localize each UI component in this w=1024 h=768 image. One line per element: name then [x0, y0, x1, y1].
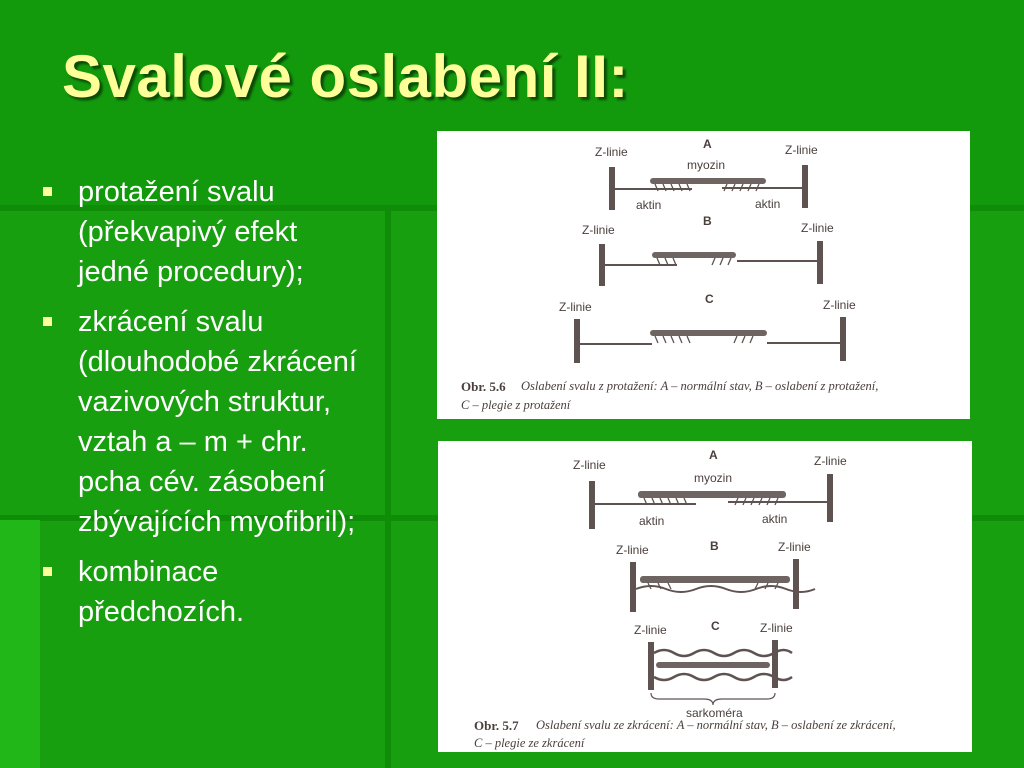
label-z-line: Z-linie: [823, 298, 856, 312]
myosin-heads: [657, 258, 731, 265]
myosin-filament: [656, 662, 770, 668]
label-a: A: [703, 137, 712, 151]
bullet-text: protažení svalu (překvapivý efekt jedné procedury);: [78, 176, 304, 288]
z-line: [574, 319, 580, 363]
z-line: [630, 562, 636, 612]
myosin-filament: [650, 330, 767, 336]
z-line: [827, 474, 833, 522]
label-z-line: Z-linie: [573, 458, 606, 472]
bullet-item: [38, 552, 428, 632]
z-line: [793, 559, 799, 609]
label-z-line: Z-linie: [760, 621, 793, 635]
myosin-filament: [652, 252, 736, 258]
z-line: [840, 317, 846, 361]
figure-caption: C – plegie ze zkrácení: [474, 736, 585, 750]
label-c: C: [711, 619, 720, 633]
bullet-list: [38, 172, 428, 642]
z-line: [817, 241, 823, 284]
figure-number: Obr. 5.6: [461, 379, 506, 394]
label-z-line: Z-linie: [634, 623, 667, 637]
figure-number: Obr. 5.7: [474, 718, 519, 733]
z-line: [648, 642, 654, 690]
slide-title: Svalové oslabení II:: [62, 43, 629, 110]
figure-stretch-weakness: [437, 131, 970, 419]
bullet-text: zkrácení svalu (dlouhodobé zkrácení vazivových struktur, vztah a – m + chr. pcha cév. zásobení zbývajících myofibril);: [78, 306, 357, 538]
label-z-line: Z-linie: [801, 221, 834, 235]
z-line: [802, 165, 808, 208]
figure-shortening-weakness: [438, 441, 972, 752]
figure-caption: Oslabení svalu z protažení: A – normální stav, B – oslabení z protažení,: [521, 379, 879, 393]
bullet-item: [38, 172, 428, 292]
myosin-filament: [640, 576, 790, 583]
label-sarcomere: sarkoméra: [686, 706, 743, 720]
label-actin: aktin: [762, 512, 788, 526]
square-bullet-icon: [43, 567, 52, 576]
z-line: [609, 167, 615, 210]
square-bullet-icon: [43, 187, 52, 196]
myosin-filament: [638, 491, 786, 498]
sarcomere-diagram-stretch: [437, 131, 970, 419]
label-z-line: Z-linie: [616, 543, 649, 557]
sarcomere-brace: [651, 693, 775, 705]
label-z-line: Z-linie: [814, 454, 847, 468]
actin-filament: [654, 674, 792, 680]
label-myosin: myozin: [687, 158, 726, 172]
label-c: C: [705, 292, 714, 306]
myosin-heads: [655, 336, 753, 343]
figure-caption: Oslabení svalu ze zkrácení: A – normální stav, B – oslabení ze zkrácení,: [536, 718, 896, 732]
label-a: A: [709, 448, 718, 462]
z-line: [599, 244, 605, 286]
actin-filament: [636, 586, 815, 592]
label-b: B: [710, 539, 719, 553]
sarcomere-diagram-shortening: [438, 441, 972, 752]
label-z-line: Z-linie: [582, 223, 615, 237]
label-z-line: Z-linie: [778, 540, 811, 554]
label-actin: aktin: [636, 198, 662, 212]
actin-filament: [654, 650, 792, 656]
myosin-filament: [650, 178, 766, 184]
figure-caption: C – plegie z protažení: [461, 398, 571, 412]
label-z-line: Z-linie: [595, 145, 628, 159]
label-z-line: Z-linie: [559, 300, 592, 314]
bullet-item: [38, 302, 428, 542]
background-accent: [0, 520, 40, 768]
z-line: [772, 640, 778, 688]
label-myosin: myozin: [694, 471, 733, 485]
label-actin: aktin: [755, 197, 781, 211]
label-b: B: [703, 214, 712, 228]
bullet-text: kombinace předchozích.: [78, 556, 245, 628]
square-bullet-icon: [43, 317, 52, 326]
label-z-line: Z-linie: [785, 143, 818, 157]
z-line: [589, 481, 595, 529]
label-actin: aktin: [639, 514, 665, 528]
